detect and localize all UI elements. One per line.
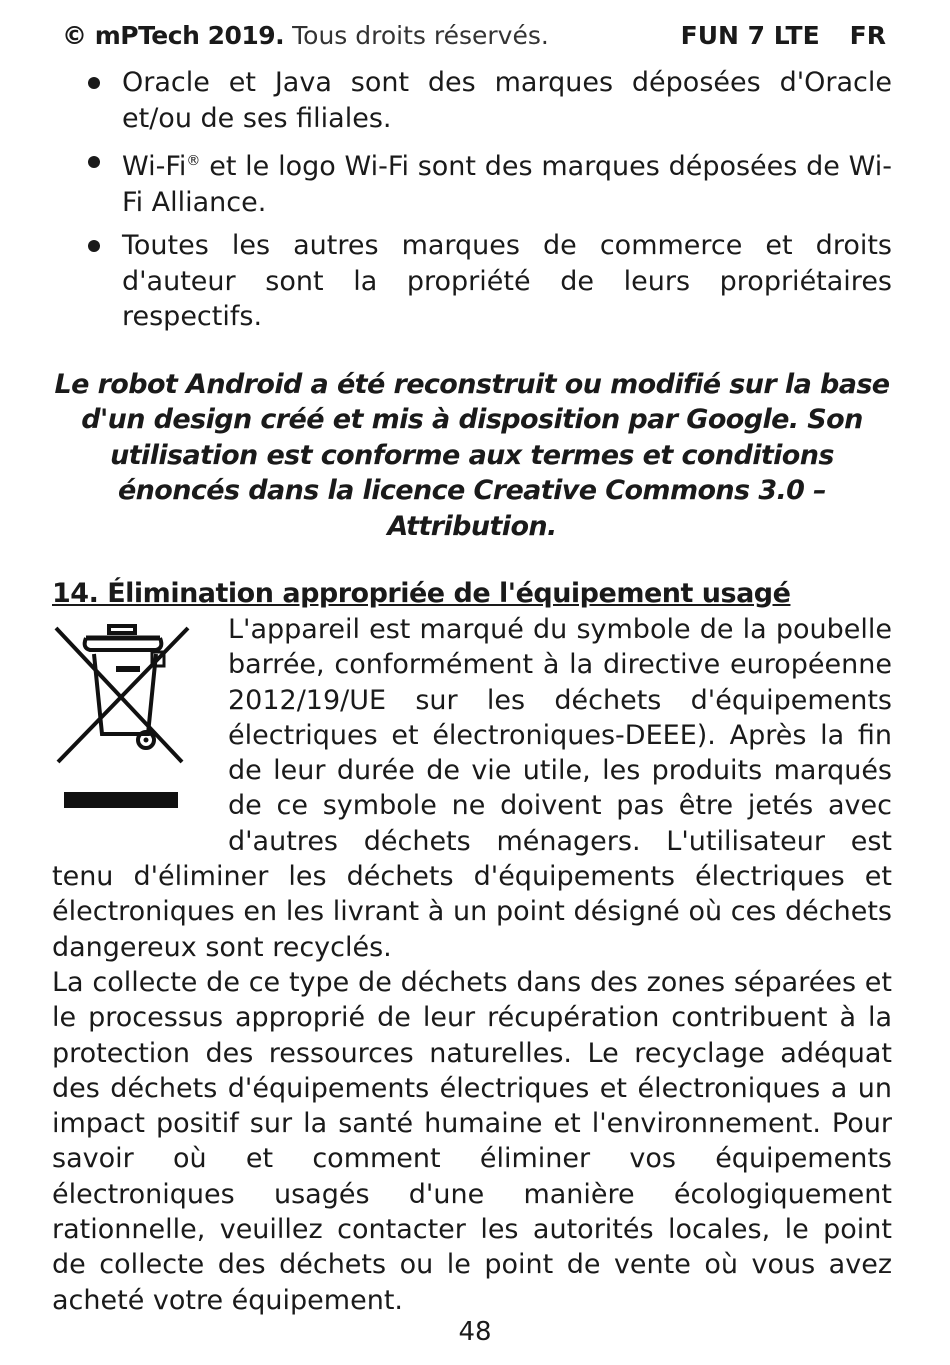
language-code: FR bbox=[849, 21, 886, 50]
list-item-text-end: et le logo Wi-Fi sont des marques déposées de Wi-Fi Alliance. bbox=[122, 151, 892, 218]
page-number: 48 bbox=[458, 1317, 492, 1347]
registered-mark: ® bbox=[186, 153, 201, 169]
copyright-text: © mPTech 2019. bbox=[62, 21, 285, 50]
android-notice: Le robot Android a été reconstruit ou modifié sur la base d'un design créé et mis à disposition par Google. Son utilisation est conforme aux termes et conditions énoncés dans la licence Creative Commons 3.0 – Attribution. bbox=[54, 368, 890, 542]
list-item bbox=[52, 144, 892, 220]
crossed-out-wheelie-bin-icon bbox=[52, 616, 228, 824]
weee-paragraph-2: La collecte de ce type de déchets dans des zones séparées et le processus approprié de leur récupération contribuent à la protection des ressources naturelles. Le recyclage adéquat des déchets d'équipements électriques et électroniques a un impact positif sur la santé humaine et l'environnement. Pour savoir où et comment éliminer vos équipements électroniques usagés d'une manière écologiquement rationnelle, veuillez contacter les autorités locales, le point de collecte des déchets ou le point de vente où vous avez acheté votre équipement. bbox=[52, 966, 892, 1316]
list-item-text-start: Wi-Fi bbox=[122, 151, 187, 182]
weee-paragraph-1: L'appareil est marqué du symbole de la poubelle barrée, conformément à la directive européenne 2012/19/UE sur les déchets d'équipements électriques et électroniques-DEEE). Après la fin de leur durée de vie utile, les produits marqués de ce symbole ne doivent pas être jetés avec d'autres déchets ménagers. L'utilisateur est tenu d'éliminer les déchets d'équipements électriques et électroniques en les livrant à un point désigné où ces déchets dangereux sont recyclés. bbox=[52, 614, 892, 963]
page-header bbox=[62, 16, 886, 56]
list-item-text: Toutes les autres marques de commerce et droits d'auteur sont la propriété de leurs propriétaires respectifs. bbox=[122, 230, 892, 332]
model-name: FUN 7 LTE bbox=[680, 21, 820, 50]
page-content bbox=[52, 65, 892, 1318]
list-item-text: Oracle et Java sont des marques déposées d'Oracle et/ou de ses filiales. bbox=[122, 67, 892, 134]
list-item bbox=[52, 228, 892, 335]
header-right bbox=[681, 16, 886, 56]
section-title: 14. Élimination appropriée de l'équipement usagé bbox=[52, 578, 791, 609]
trademark-list bbox=[52, 65, 892, 335]
header-left bbox=[62, 16, 549, 56]
weee-section bbox=[52, 612, 892, 1318]
rights-text: Tous droits réservés. bbox=[292, 21, 549, 50]
list-item bbox=[52, 65, 892, 136]
